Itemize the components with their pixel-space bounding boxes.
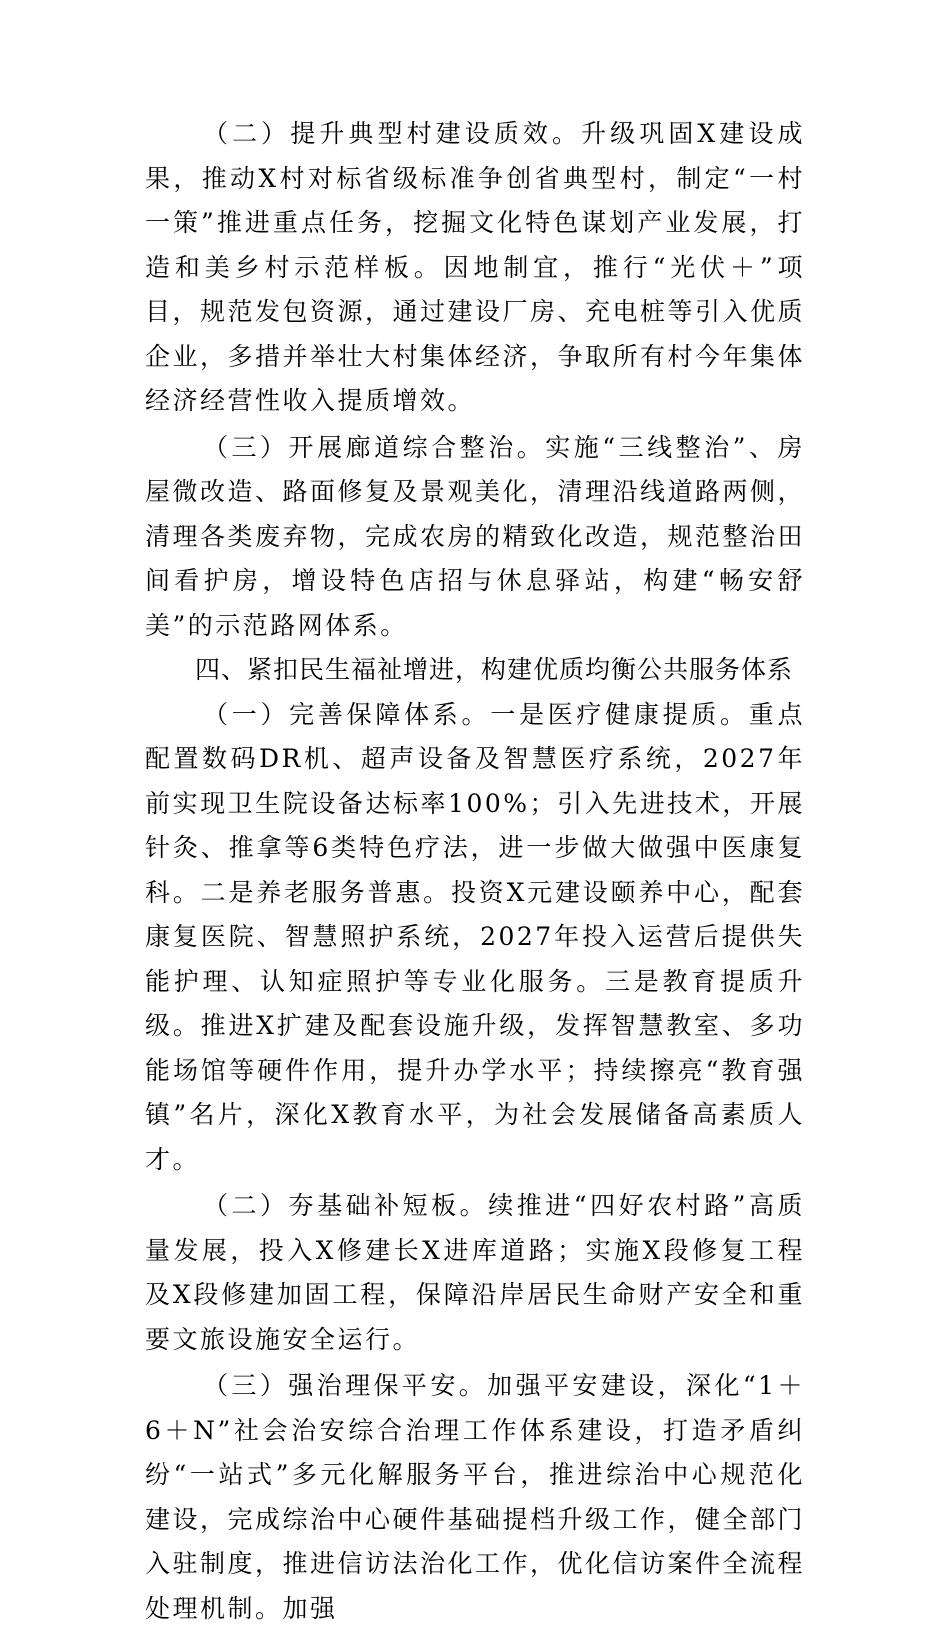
paragraph-text: 一是医疗健康提质。重点配置数码DR机、超声设备及智慧医疗系统，2027年前实现卫生院设备达标率100%；引入先进技术，开展针灸、推拿等6类特色疗法，进一步做大做强中医康复科。二是养老服务普惠。投资X元建设颐养中心，配套康复医院、智慧照护系统，2027年投入运营后提供失能护理、认知症照护等专业化服务。三是教育提质升级。推进X扩建及配套设施升级，发挥智慧教室、多功能场馆等硬件作用，提升办学水平；持续擦亮“教育强镇”名片，深化X教育水平，为社会发展储备高素质人才。 xyxy=(145,699,805,1174)
document-body xyxy=(145,112,805,1631)
section-heading-four: 四、紧扣民生福祉增进，构建优质均衡公共服务体系 xyxy=(195,655,794,684)
paragraph-security-system xyxy=(145,693,805,1183)
paragraph-governance-safety xyxy=(145,1364,805,1631)
paragraph-lead: （二）夯基础补短板。 xyxy=(203,1191,489,1220)
paragraph-lead: （一）完善保障体系。 xyxy=(203,699,491,729)
paragraph-improve-typical-village xyxy=(145,112,805,424)
paragraph-corridor-renovation xyxy=(145,426,805,649)
paragraph-text: 续推进“四好农村路”高质量发展，投入X修建长X进库道路；实施X段修复工程及X段修建加固工程，保障沿岸居民生命财产安全和重要文旅设施安全运行。 xyxy=(145,1191,805,1354)
paragraph-infrastructure xyxy=(145,1184,805,1362)
paragraph-text: 升级巩固X建设成果，推动X村对标省级标准争创省典型村，制定“一村一策”推进重点任务，挖掘文化特色谋划产业发展，打造和美乡村示范样板。因地制宜，推行“光伏＋”项目，规范发包资源，通过建设厂房、充电桩等引入优质企业，多措并举壮大村集体经济，争取所有村今年集体经济经营性收入提质增效。 xyxy=(145,119,806,415)
paragraph-lead: （二）提升典型村建设质效。 xyxy=(203,119,582,148)
paragraph-text: 实施“三线整治”、房屋微改造、路面修复及景观美化，清理沿线道路两侧，清理各类废弃物，完成农房的精致化改造，规范整治田间看护房，增设特色店招与休息驿站，构建“畅安舒美”的示范路网体系。 xyxy=(145,432,806,640)
paragraph-text: 加强平安建设，深化“1＋6＋N”社会治安综合治理工作体系建设，打造矛盾纠纷“一站式”多元化解服务平台，推进综治中心规范化建设，完成综治中心硬件基础提档升级工作，健全部门入驻制度，推进信访法治化工作，优化信访案件全流程处理机制。加强 xyxy=(145,1371,806,1623)
paragraph-lead: （三）开展廊道综合整治。 xyxy=(203,432,546,462)
paragraph-lead: （三）强治理保平安。 xyxy=(203,1371,488,1400)
